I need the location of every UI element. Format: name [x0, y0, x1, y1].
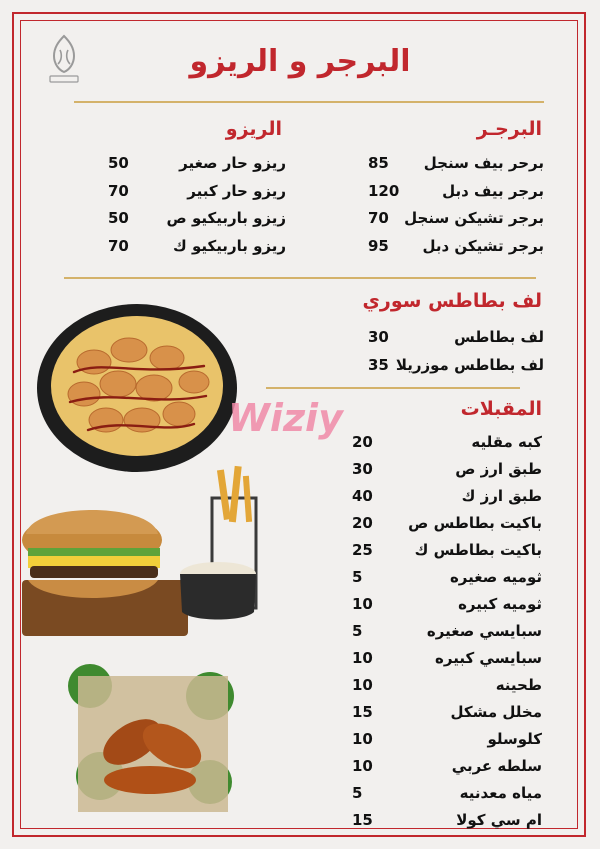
item-price: 10: [352, 676, 373, 694]
top-divider: [74, 101, 544, 103]
item-price: 25: [352, 541, 373, 559]
fried-chicken-bowl-image: [34, 302, 240, 474]
item-price: 10: [352, 757, 373, 775]
item-name: زيزو باربيكيو ص: [166, 209, 286, 227]
item-price: 20: [352, 514, 373, 532]
item-price: 85: [368, 154, 389, 172]
item-price: 5: [352, 568, 363, 586]
item-price: 20: [352, 433, 373, 451]
menu-item: [352, 541, 542, 567]
item-name: برجر بيف دبل: [442, 181, 544, 200]
menu-item: [352, 811, 542, 837]
item-name: مياه معدنيه: [459, 784, 542, 802]
item-name: برجر تشيكن دبل: [422, 236, 544, 255]
item-price: 15: [352, 703, 373, 721]
item-name: ريزو باربيكيو ك: [172, 236, 286, 255]
menu-item: [368, 209, 544, 235]
item-price: 35: [368, 356, 389, 374]
item-name: طحينه: [495, 676, 542, 694]
menu-item: [352, 595, 542, 621]
item-name: مخلل مشكل: [450, 703, 542, 721]
menu-item: [352, 649, 542, 675]
menu-item: [352, 514, 542, 540]
item-price: 10: [352, 595, 373, 613]
item-price: 10: [352, 730, 373, 748]
burger-fries-image: [22, 462, 262, 638]
item-name: ثوميه كبيره: [458, 595, 542, 613]
menu-item: [108, 182, 286, 208]
menu-item: [352, 757, 542, 783]
item-price: 120: [368, 181, 400, 200]
appetizers-section-title: المقبلات: [460, 398, 542, 420]
item-price: 70: [108, 181, 129, 200]
item-name: ريزو حار صغير: [179, 154, 286, 172]
menu-item: [352, 784, 542, 810]
item-name: سبايسي صغيره: [426, 622, 542, 640]
item-price: 10: [352, 649, 373, 667]
item-name: طبق ارز ك: [461, 487, 542, 505]
menu-item: [352, 622, 542, 648]
item-name: برحر بيف سنجل: [423, 154, 544, 172]
fries-wrap-section-title: لف بطاطس سوري: [362, 290, 542, 312]
item-name: كلوسلو: [487, 730, 542, 748]
item-price: 95: [368, 236, 389, 255]
menu-item: [108, 237, 286, 263]
menu-item: [352, 568, 542, 594]
item-name: برجر تشيكن سنجل: [404, 209, 544, 227]
menu-item: [352, 460, 542, 486]
item-name: لف بطاطس: [454, 328, 544, 346]
item-price: 40: [352, 487, 373, 505]
menu-item: [368, 328, 544, 354]
item-name: باكيت بطاطس ص: [408, 514, 542, 532]
item-name: ريزو حار كبير: [187, 181, 286, 200]
menu-item: [368, 154, 544, 180]
item-price: 5: [352, 784, 363, 802]
middle-divider: [64, 277, 536, 279]
item-price: 5: [352, 622, 363, 640]
menu-item: [108, 209, 286, 235]
watermark-text: Wiziy: [228, 396, 343, 440]
item-name: سلطه عربي: [451, 757, 542, 775]
item-price: 30: [368, 328, 389, 346]
menu-item: [352, 676, 542, 702]
menu-item: [352, 487, 542, 513]
item-price: 50: [108, 154, 129, 172]
menu-item: [108, 154, 286, 180]
menu-item: [368, 356, 544, 382]
menu-item: [352, 703, 542, 729]
item-name: ام سي كولا: [456, 811, 542, 829]
item-price: 15: [352, 811, 373, 829]
item-name: طبق ارز ص: [455, 460, 542, 478]
menu-item: [352, 433, 542, 459]
item-name: كبه مقليه: [471, 433, 542, 451]
rizo-section-title: الريزو: [225, 118, 282, 140]
item-price: 70: [108, 236, 129, 255]
item-name: ثوميه صغيره: [449, 568, 542, 586]
menu-item: [368, 237, 544, 263]
menu-title: البرجر و الريزو: [189, 44, 411, 79]
item-name: باكيت بطاطس ك: [414, 541, 542, 559]
item-name: لف بطاطس موزريلا: [395, 356, 544, 374]
lower-divider: [266, 387, 520, 389]
menu-item: [352, 730, 542, 756]
kibbeh-image: [60, 646, 242, 822]
item-name: سبايسي كبيره: [435, 649, 542, 667]
item-price: 70: [368, 209, 389, 227]
item-price: 50: [108, 209, 129, 227]
burger-section-title: البرجـر: [476, 118, 542, 140]
menu-item: [368, 182, 544, 208]
item-price: 30: [352, 460, 373, 478]
